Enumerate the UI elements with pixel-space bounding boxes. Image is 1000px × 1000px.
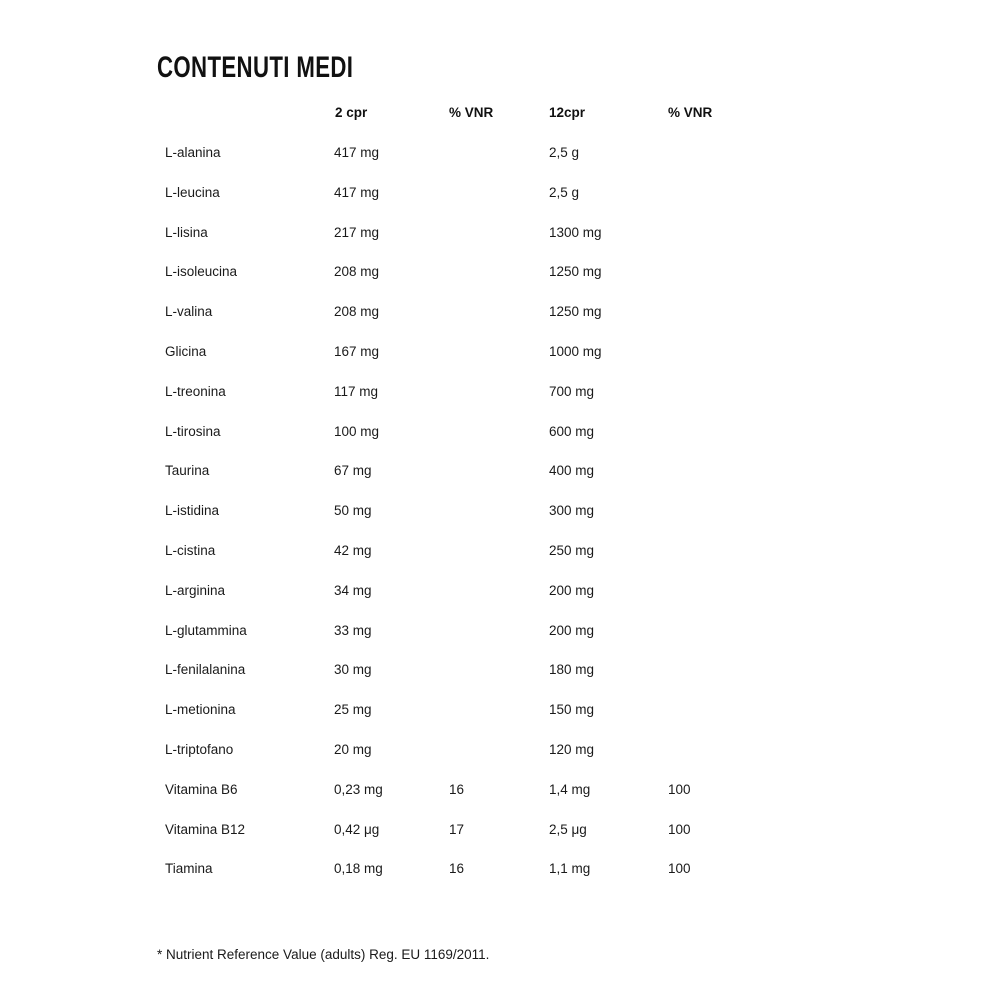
- nutrient-name: L-treonina: [165, 384, 226, 399]
- amount-2cpr: 0,18 mg: [334, 861, 383, 876]
- nutrient-name: L-fenilalanina: [165, 662, 246, 677]
- vnr-12cpr: 100: [668, 861, 691, 876]
- nutrient-name: L-metionina: [165, 702, 236, 717]
- nutrient-name: L-valina: [165, 304, 213, 319]
- amount-2cpr: 100 mg: [334, 424, 380, 439]
- amount-12cpr: 200 mg: [549, 623, 595, 638]
- nutrient-name: L-istidina: [165, 503, 220, 518]
- amount-12cpr: 2,5 μg: [549, 822, 587, 837]
- amount-2cpr: 20 mg: [334, 742, 372, 757]
- vnr-12cpr: 100: [668, 782, 691, 797]
- amount-12cpr: 700 mg: [549, 384, 595, 399]
- nutrient-name: Glicina: [165, 344, 207, 359]
- amount-12cpr: 1000 mg: [549, 344, 602, 359]
- amount-12cpr: 1250 mg: [549, 304, 602, 319]
- nutrient-name: Vitamina B6: [165, 782, 238, 797]
- nutrient-name: Taurina: [165, 463, 210, 478]
- amount-12cpr: 180 mg: [549, 662, 595, 677]
- amount-2cpr: 33 mg: [334, 623, 372, 638]
- header-vnr-12cpr: % VNR: [668, 105, 713, 120]
- amount-12cpr: 2,5 g: [549, 145, 580, 160]
- amount-2cpr: 417 mg: [334, 145, 380, 160]
- header-vnr-2cpr: % VNR: [449, 105, 494, 120]
- amount-2cpr: 167 mg: [334, 344, 380, 359]
- vnr-2cpr: 16: [449, 861, 465, 876]
- amount-12cpr: 600 mg: [549, 424, 595, 439]
- nutrient-name: L-leucina: [165, 185, 220, 200]
- amount-2cpr: 34 mg: [334, 583, 372, 598]
- header-2cpr: 2 cpr: [335, 105, 368, 120]
- amount-2cpr: 50 mg: [334, 503, 372, 518]
- nutrient-name: L-cistina: [165, 543, 216, 558]
- amount-12cpr: 120 mg: [549, 742, 595, 757]
- amount-12cpr: 1250 mg: [549, 264, 602, 279]
- amount-2cpr: 67 mg: [334, 463, 372, 478]
- amount-12cpr: 400 mg: [549, 463, 595, 478]
- nutrient-name: L-isoleucina: [165, 264, 238, 279]
- amount-2cpr: 0,23 mg: [334, 782, 383, 797]
- amount-12cpr: 300 mg: [549, 503, 595, 518]
- amount-12cpr: 2,5 g: [549, 185, 580, 200]
- vnr-2cpr: 17: [449, 822, 465, 837]
- amount-12cpr: 1300 mg: [549, 225, 602, 240]
- nutrient-name: L-tirosina: [165, 424, 221, 439]
- amount-2cpr: 117 mg: [334, 384, 379, 399]
- nutrient-name: L-glutammina: [165, 623, 247, 638]
- amount-2cpr: 42 mg: [334, 543, 372, 558]
- amount-12cpr: 1,1 mg: [549, 861, 591, 876]
- amount-12cpr: 250 mg: [549, 543, 595, 558]
- amount-12cpr: 150 mg: [549, 702, 595, 717]
- footnote: * Nutrient Reference Value (adults) Reg. EU 1169/2011.: [157, 947, 490, 962]
- header-12cpr: 12cpr: [549, 105, 586, 120]
- amount-2cpr: 217 mg: [334, 225, 380, 240]
- nutrient-name: L-triptofano: [165, 742, 234, 757]
- nutrient-name: Vitamina B12: [165, 822, 246, 837]
- nutrient-name: Tiamina: [165, 861, 213, 876]
- amount-12cpr: 1,4 mg: [549, 782, 591, 797]
- page-title: CONTENUTI MEDI: [157, 51, 354, 84]
- amount-2cpr: 208 mg: [334, 264, 380, 279]
- vnr-12cpr: 100: [668, 822, 691, 837]
- amount-2cpr: 0,42 μg: [334, 822, 380, 837]
- nutrient-name: L-lisina: [165, 225, 208, 240]
- amount-2cpr: 30 mg: [334, 662, 372, 677]
- amount-2cpr: 208 mg: [334, 304, 380, 319]
- nutrient-name: L-arginina: [165, 583, 226, 598]
- amount-12cpr: 200 mg: [549, 583, 595, 598]
- amount-2cpr: 25 mg: [334, 702, 372, 717]
- amount-2cpr: 417 mg: [334, 185, 380, 200]
- nutrient-name: L-alanina: [165, 145, 221, 160]
- vnr-2cpr: 16: [449, 782, 465, 797]
